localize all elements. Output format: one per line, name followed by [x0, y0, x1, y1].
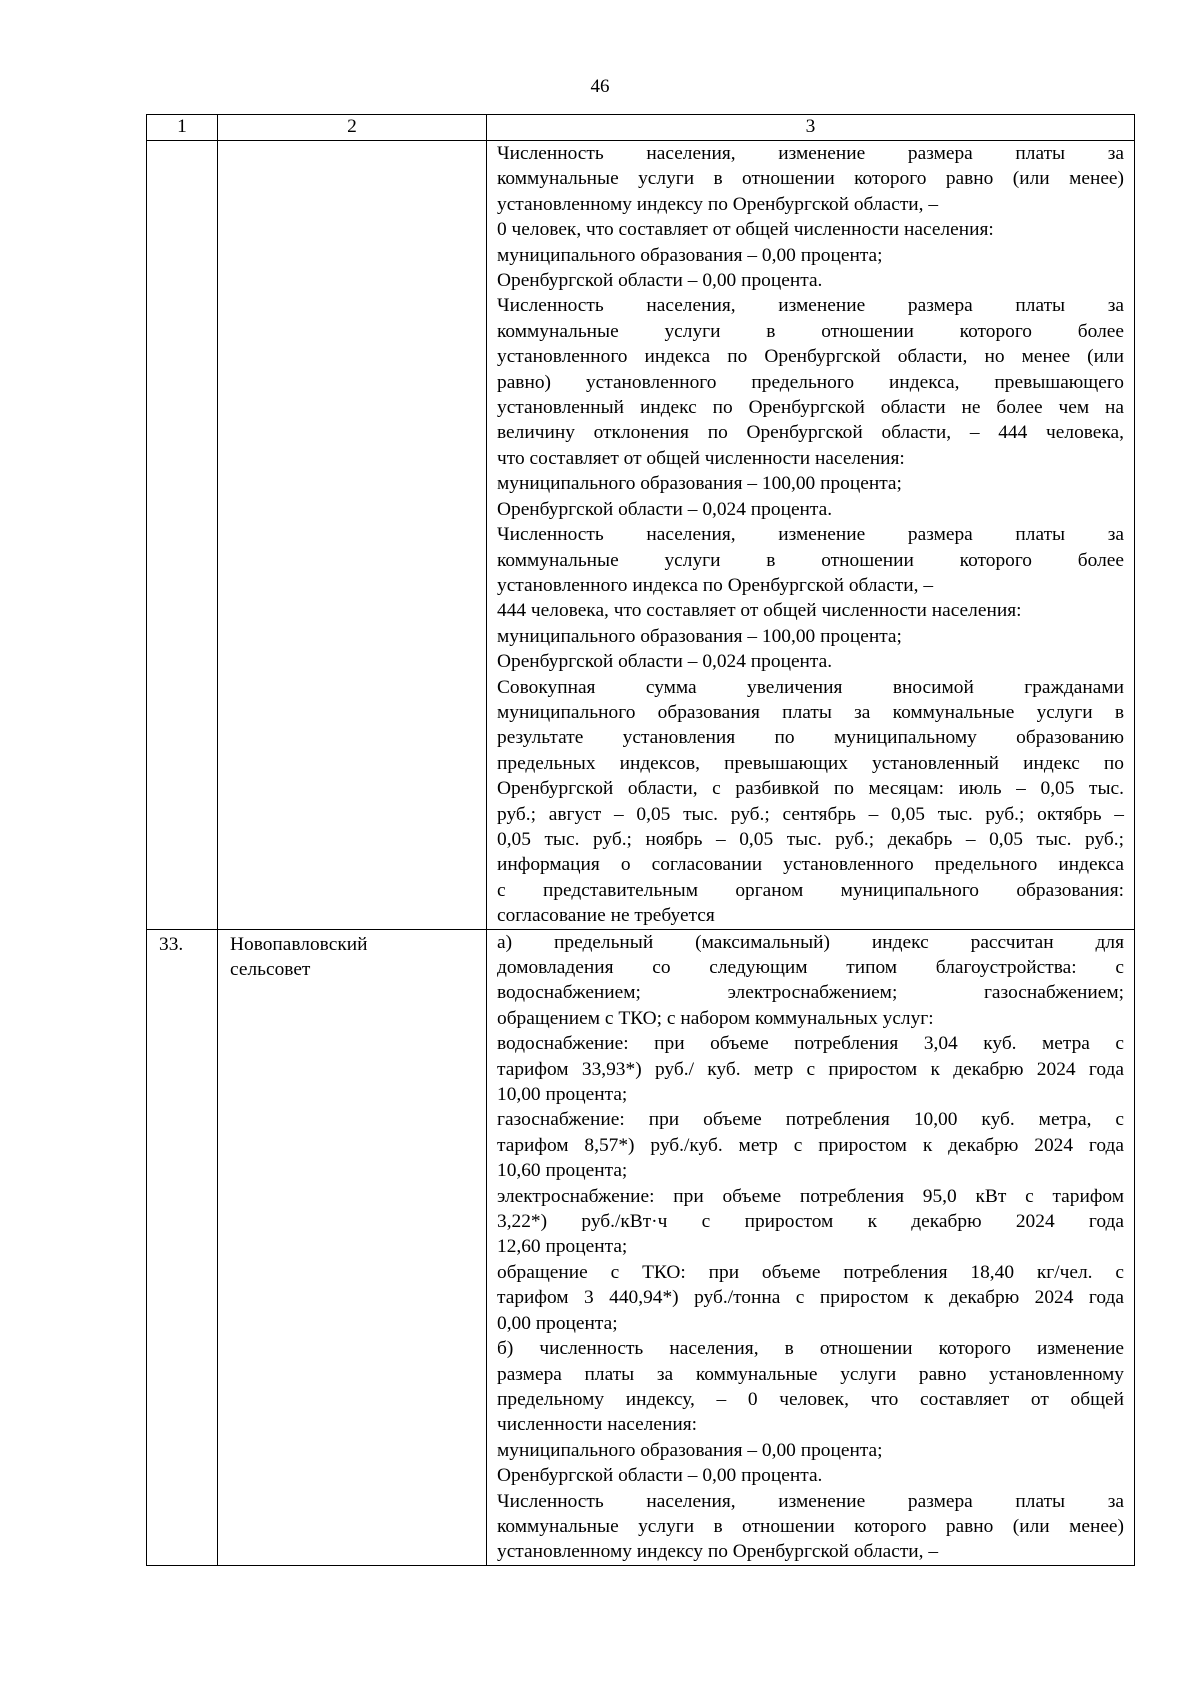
description-line: Совокупная сумма увеличения вносимой гражданами	[497, 676, 1124, 698]
page-number: 46	[590, 76, 610, 97]
description-line: электроснабжение: при объеме потребления 95,0 кВт с тарифом	[497, 1185, 1124, 1207]
description-line: 10,00 процента;	[497, 1084, 628, 1106]
description-line: 0 человек, что составляет от общей численности населения:	[497, 219, 994, 241]
description-line: муниципального образования – 100,00 процента;	[497, 625, 902, 647]
description-line: тарифом 33,93*) руб./ куб. метр с приростом к декабрю 2024 года	[497, 1058, 1124, 1080]
description-line: 12,60 процента;	[497, 1236, 628, 1258]
table-row-33	[147, 929, 1135, 1565]
description-line: обращением с ТКО; с набором коммунальных услуг:	[497, 1007, 934, 1029]
description-line: Численность населения, изменение размера платы за	[497, 524, 1124, 546]
description-line: обращение с ТКО: при объеме потребления 18,40 кг/чел. с	[497, 1261, 1124, 1283]
description-line: водоснабжение: при объеме потребления 3,04 куб. метра с	[497, 1033, 1124, 1055]
description-line: водоснабжением; электроснабжением; газоснабжением;	[497, 982, 1124, 1004]
municipality-name-line: сельсовет	[230, 959, 311, 980]
description-line: Численность населения, изменение размера платы за	[497, 295, 1124, 317]
description-line: Численность населения, изменение размера платы за	[497, 1490, 1124, 1512]
description-line: 444 человека, что составляет от общей численности населения:	[497, 600, 1022, 622]
description-line: информация о согласовании установленного предельного индекса	[497, 854, 1124, 876]
description-line: установленного индекса по Оренбургской области, но менее (или	[497, 346, 1124, 368]
description-line: коммунальные услуги в отношении которого равно (или менее)	[497, 1515, 1124, 1537]
description-line: Оренбургской области – 0,00 процента.	[497, 1465, 823, 1487]
description-line: домовладения со следующим типом благоустройства: с	[497, 957, 1124, 978]
description-line: предельному индексу, – 0 человек, что составляет от общей	[497, 1388, 1124, 1410]
description-line: Оренбургской области – 0,00 процента.	[497, 270, 823, 292]
description-line: муниципального образования – 0,00 процента;	[497, 1439, 883, 1461]
description-line: коммунальные услуги в отношении которого более	[497, 549, 1124, 571]
description-line: коммунальные услуги в отношении которого равно (или менее)	[497, 168, 1124, 190]
description-line: размера платы за коммунальные услуги равно установленному	[497, 1363, 1124, 1385]
description-line: Оренбургской области, с разбивкой по месяцам: июль – 0,05 тыс.	[497, 778, 1124, 800]
description-line: тарифом 8,57*) руб./куб. метр с приростом к декабрю 2024 года	[497, 1134, 1124, 1156]
description-line: согласование не требуется	[497, 905, 715, 927]
description-lines	[497, 141, 1124, 929]
description-line: установленный индекс по Оренбургской области не более чем на	[497, 397, 1124, 419]
municipality-name-line: Новопавловский	[230, 933, 368, 955]
description-line: муниципального образования платы за коммунальные услуги в	[497, 701, 1124, 723]
column-header-3: 3	[487, 115, 1135, 141]
row-number-cell: 33.	[147, 929, 218, 1565]
description-line: 10,60 процента;	[497, 1160, 628, 1182]
description-line: Численность населения, изменение размера платы за	[497, 143, 1124, 164]
description-line: 0,00 процента;	[497, 1312, 618, 1334]
municipality-name-cell	[218, 141, 487, 930]
description-line: 0,05 тыс. руб.; ноябрь – 0,05 тыс. руб.; декабрь – 0,05 тыс. руб.;	[497, 828, 1124, 850]
description-line: муниципального образования – 100,00 процента;	[497, 473, 902, 495]
index-description-cell	[487, 929, 1135, 1565]
municipality-index-table	[146, 114, 1135, 1566]
description-line: тарифом 3 440,94*) руб./тонна с приростом к декабрю 2024 года	[497, 1287, 1124, 1309]
description-line: что составляет от общей численности населения:	[497, 447, 905, 469]
description-line: с представительным органом муниципального образования:	[497, 879, 1124, 901]
index-description-cell	[487, 141, 1135, 930]
description-line: равно) установленного предельного индекса, превышающего	[497, 371, 1124, 393]
description-line: установленному индексу по Оренбургской области, –	[497, 193, 939, 215]
description-line: предельных индексов, превышающих установленный индекс по	[497, 752, 1124, 774]
description-line: коммунальные услуги в отношении которого более	[497, 320, 1124, 342]
description-line: б) численность населения, в отношении которого изменение	[497, 1338, 1124, 1360]
description-line: величину отклонения по Оренбургской области, – 444 человека,	[497, 422, 1124, 444]
description-line: 3,22*) руб./кВт·ч с приростом к декабрю 2024 года	[497, 1211, 1124, 1233]
column-header-2: 2	[218, 115, 487, 141]
description-lines	[497, 930, 1124, 1565]
description-line: муниципального образования – 0,00 процента;	[497, 244, 883, 266]
description-line: Оренбургской области – 0,024 процента.	[497, 498, 833, 520]
municipality-name-cell	[218, 929, 487, 1565]
description-line: газоснабжение: при объеме потребления 10,00 куб. метра, с	[497, 1109, 1124, 1131]
description-line: установленному индексу по Оренбургской области, –	[497, 1541, 939, 1563]
description-line: Оренбургской области – 0,024 процента.	[497, 651, 833, 673]
description-line: результате установления по муниципальному образованию	[497, 727, 1124, 749]
table-header-row	[147, 115, 1135, 141]
column-header-1: 1	[147, 115, 218, 141]
description-line: а) предельный (максимальный) индекс рассчитан для	[497, 931, 1124, 953]
row-number-cell	[147, 141, 218, 930]
description-line: установленного индекса по Оренбургской области, –	[497, 574, 934, 596]
description-line: численности населения:	[497, 1414, 698, 1436]
description-line: руб.; август – 0,05 тыс. руб.; сентябрь – 0,05 тыс. руб.; октябрь –	[497, 803, 1124, 825]
table-row-continued	[147, 141, 1135, 930]
